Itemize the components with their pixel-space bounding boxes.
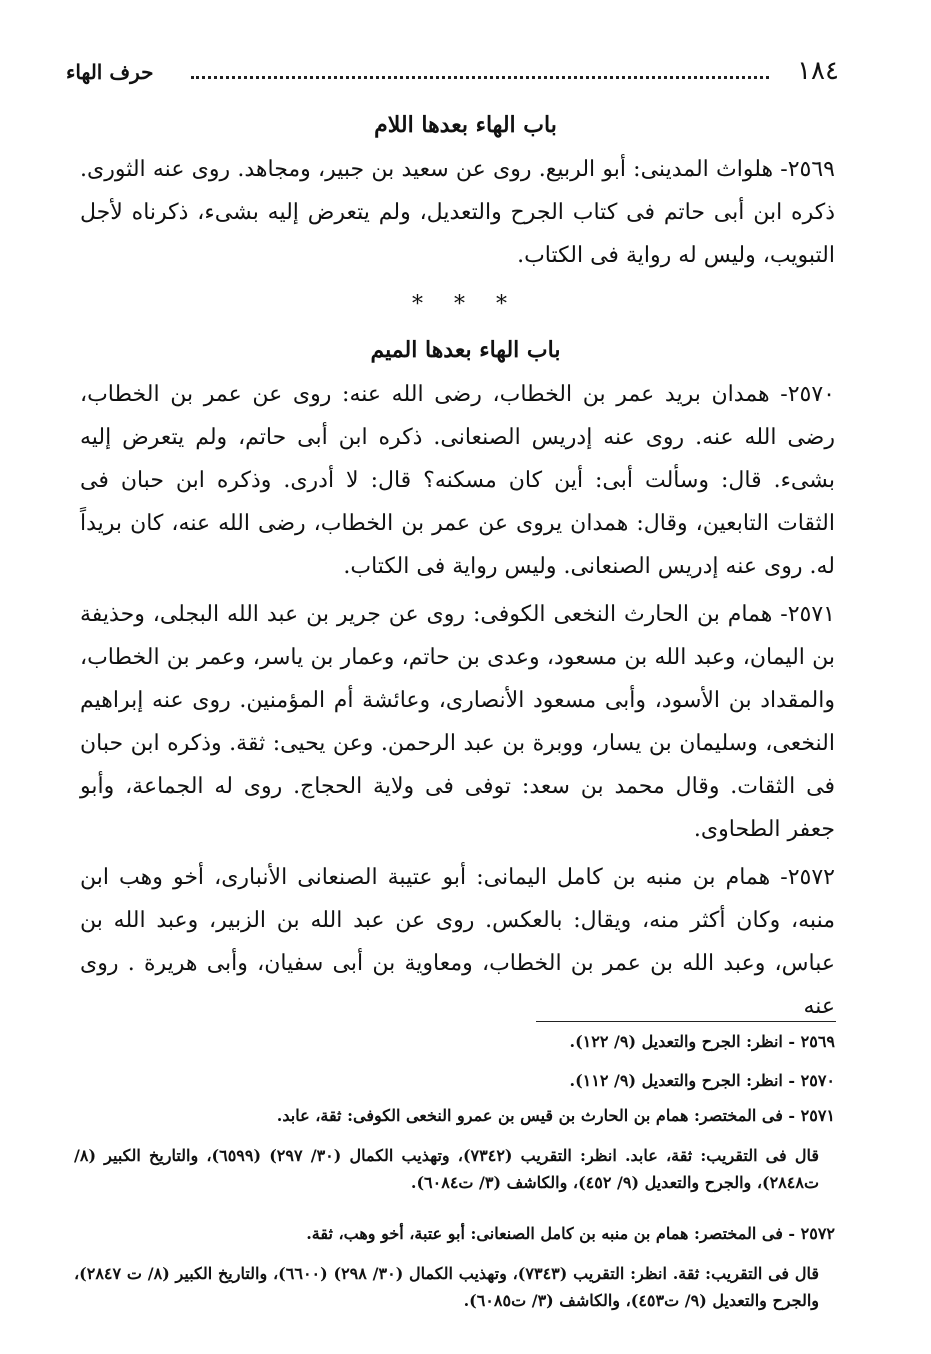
entry-2572: ٢٥٧٢- همام بن منبه بن كامل اليمانى: أبو عتيبة الصنعانى الأنبارى، أخو وهب ابن منبه، وكان أكثر منه، ويقال: بالعكس. روى عن عبد الله بن الزبير، وعبد الله بن عباس، وعبد الله بن عمر بن الخطاب، ومعاوية بن أبى سفيان، وأبى هريرة . روى عنه (80, 865, 835, 1019)
footnote-2569: ٢٥٦٩ - انظر: الجرح والتعديل (٩/ ١٢٢). (569, 1032, 835, 1051)
footnote-rule (536, 1021, 836, 1022)
footnote-2571: ٢٥٧١ - فى المختصر: همام بن الحارث بن قيس بن عمرو النخعى الكوفى: ثقة، عابد. (276, 1106, 835, 1125)
running-title: حرف الهاء (66, 60, 154, 84)
section-heading-mim: باب الهاء بعدها الميم (370, 337, 561, 363)
footnote-2572-detail: قال فى التقريب: ثقة. انظر: التقريب (٧٣٤٣)، وتهذيب الكمال (٣٠/ ٢٩٨) (٦٦٠٠)، والتاريخ الكبير (٨/ ت ٢٨٤٧)، والجرح والتعديل (٩/ ت٤٥٣)، والكاشف (٣/ ت٦٠٨٥). (74, 1264, 820, 1310)
footnote-2572: ٢٥٧٢ - فى المختصر: همام بن منبه بن كامل الصنعانى: أبو عتبة، أخو وهب، ثقة. (306, 1224, 835, 1243)
running-header (66, 56, 839, 90)
entry-2571: ٢٥٧١- همام بن الحارث النخعى الكوفى: روى عن جرير بن عبد الله البجلى، وحذيفة بن اليمان، وعبد الله بن مسعود، وعدى بن حاتم، وعمار بن ياسر، وعمر بن الخطاب، والمقداد بن الأسود، وأبى مسعود الأنصارى، وعائشة أم المؤمنين. روى عنه إبراهيم النخعى، وسليمان بن يسار، ووبرة بن عبد الرحمن. وعن يحيى: ثقة. وذكره ابن حبان فى الثقات. وقال محمد بن سعد: توفى فى ولاية الحجاج. روى له الجماعة، وأبو جعفر الطحاوى. (80, 602, 836, 842)
header-dotted-leader (191, 76, 769, 79)
section-heading-lam: باب الهاء بعدها اللام (374, 112, 557, 138)
section-separator: * * * (412, 292, 519, 317)
page-number: ١٨٤ (797, 56, 839, 86)
footnote-2571-detail: قال فى التقريب: ثقة، عابد. انظر: التقريب (٧٣٤٢)، وتهذيب الكمال (٣٠/ ٢٩٧) (٦٥٩٩)، والتاريخ الكبير (٨/ ت٢٨٤٨)، والجرح والتعديل (٩/ ٤٥٢)، والكاشف (٣/ ت٦٠٨٤). (74, 1146, 819, 1192)
entry-2569: ٢٥٦٩- هلواث المدينى: أبو الربيع. روى عن سعيد بن جبير، ومجاهد. روى عنه الثورى. ذكره ابن أبى حاتم فى كتاب الجرح والتعديل، ولم يتعرض إليه بشىء، ذكرناه لأجل التبويب، وليس له رواية فى الكتاب. (80, 157, 835, 268)
entry-2570: ٢٥٧٠- همدان بريد عمر بن الخطاب، رضى الله عنه: روى عن عمر بن الخطاب، رضى الله عنه. روى عنه إدريس الصنعانى. ذكره ابن أبى حاتم، ولم يتعرض إليه بشىء. قال: وسألت أبى: أين كان مسكنه؟ قال: لا أدرى. وذكره ابن حبان فى الثقات التابعين، وقال: همدان يروى عن عمر بن الخطاب، رضى الله عنه، كان بريداً له. روى عنه إدريس الصنعانى. وليس رواية فى الكتاب. (80, 382, 835, 579)
footnote-2570: ٢٥٧٠ - انظر: الجرح والتعديل (٩/ ١١٢). (569, 1071, 835, 1090)
